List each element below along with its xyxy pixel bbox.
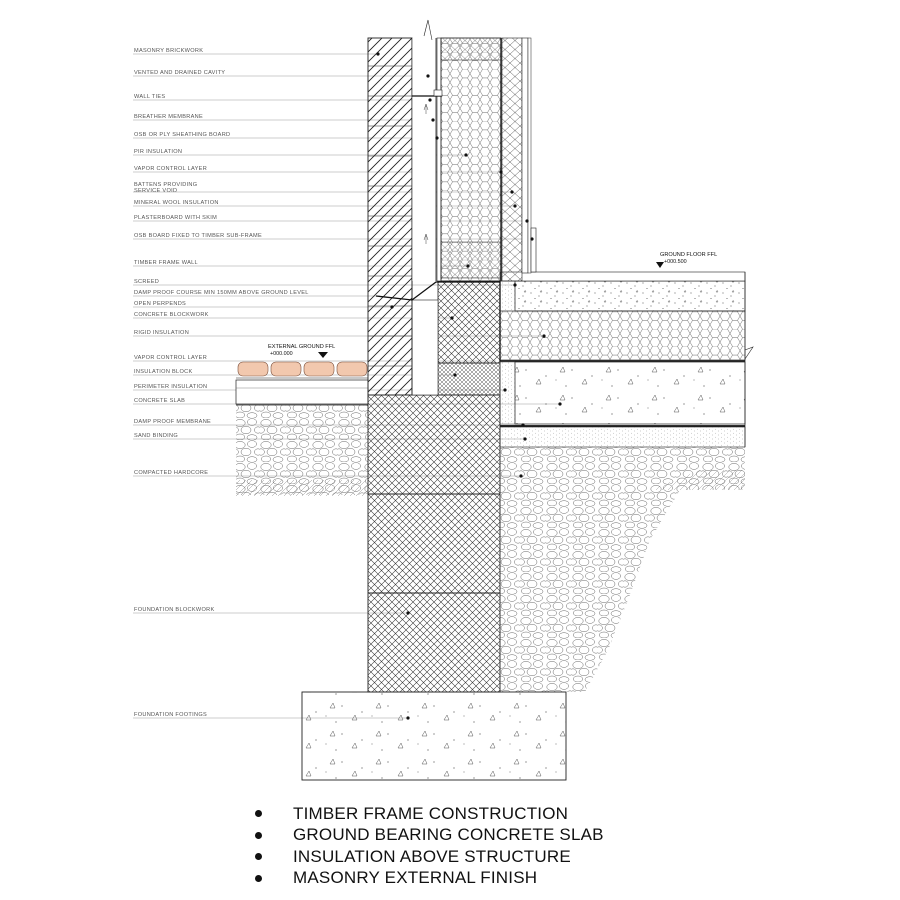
summary-item-text: INSULATION ABOVE STRUCTURE: [293, 846, 571, 866]
label-osb-sheathing: OSB OR PLY SHEATHING BOARD: [134, 132, 231, 138]
label-rigid-insulation: RIGID INSULATION: [134, 330, 190, 336]
label-concrete-blockwork: CONCRETE BLOCKWORK: [134, 312, 209, 318]
ground-floor-level-value: +000.500: [664, 259, 687, 265]
summary-item-text: MASONRY EXTERNAL FINISH: [293, 868, 538, 888]
label-vapor-control-layer: VAPOR CONTROL LAYER: [134, 166, 208, 172]
external-ground-level-title: EXTERNAL GROUND FFL: [268, 344, 336, 350]
summary-item: [255, 846, 604, 868]
summary-list: [255, 803, 604, 889]
summary-item: [255, 868, 604, 890]
label-concrete-slab: CONCRETE SLAB: [134, 398, 186, 404]
label-mineral-wool: MINERAL WOOL INSULATION: [134, 200, 219, 206]
label-masonry-brickwork: MASONRY BRICKWORK: [134, 48, 204, 54]
label-sand-binding: SAND BINDING: [134, 433, 179, 439]
label-breather-membrane: BREATHER MEMBRANE: [134, 114, 204, 120]
summary-item: [255, 803, 604, 825]
label-damp-proof-course: DAMP PROOF COURSE MIN 150MM ABOVE GROUND LEVEL: [134, 290, 309, 296]
label-wall-ties: WALL TIES: [134, 94, 166, 100]
label-vapor-control-layer-2: VAPOR CONTROL LAYER: [134, 355, 208, 361]
label-battens: BATTENS PROVIDING: [134, 182, 198, 188]
bullet-icon: [255, 875, 262, 882]
summary-item-text: TIMBER FRAME CONSTRUCTION: [293, 803, 569, 823]
ground-floor-level-marker: [656, 252, 717, 268]
label-open-perpends: OPEN PERPENDS: [134, 301, 187, 307]
label-compacted-hardcore: COMPACTED HARDCORE: [134, 470, 209, 476]
external-ground-level-value: +000.000: [270, 351, 293, 357]
label-perimeter-insulation: PERIMETER INSULATION: [134, 384, 208, 390]
level-triangle-icon: [656, 262, 664, 268]
label-screed: SCREED: [134, 279, 160, 285]
external-ground-level-marker: [268, 344, 335, 358]
external-ground: [236, 362, 368, 496]
label-pir-insulation: PIR INSULATION: [134, 149, 183, 155]
label-foundation-blockwork: FOUNDATION BLOCKWORK: [134, 607, 215, 613]
summary-item: [255, 825, 604, 847]
bullet-icon: [255, 832, 262, 839]
label-service-void: SERVICE VOID: [134, 188, 178, 194]
label-timber-frame-wall: TIMBER FRAME WALL: [134, 260, 198, 266]
bullet-icon: [255, 853, 262, 860]
level-triangle-icon: [318, 352, 328, 358]
label-insulation-block: INSULATION BLOCK: [134, 369, 193, 375]
label-vented-cavity: VENTED AND DRAINED CAVITY: [134, 70, 226, 76]
paving-stones: [238, 362, 367, 376]
bullet-icon: [255, 810, 262, 817]
summary-item-text: GROUND BEARING CONCRETE SLAB: [293, 825, 604, 845]
label-damp-proof-membrane: DAMP PROOF MEMBRANE: [134, 419, 212, 425]
label-plasterboard: PLASTERBOARD WITH SKIM: [134, 215, 218, 221]
label-osb-board: OSB BOARD FIXED TO TIMBER SUB-FRAME: [134, 233, 262, 239]
ground-floor-level-title: GROUND FLOOR FFL: [660, 252, 718, 258]
interior-ground: [500, 272, 753, 692]
label-foundation-footings: FOUNDATION FOOTINGS: [134, 712, 208, 718]
